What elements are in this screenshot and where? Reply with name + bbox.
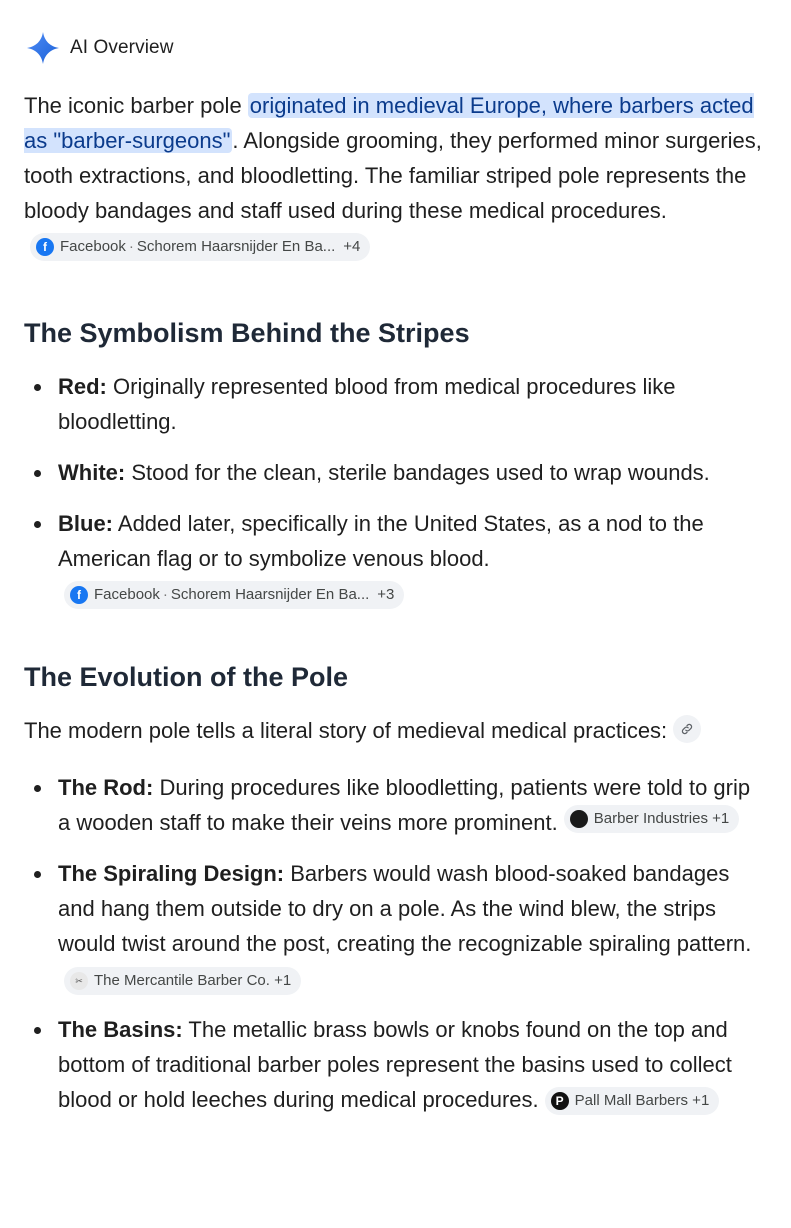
source-chip[interactable]: Barber Industries +1 (564, 805, 740, 833)
highlighted-answer[interactable]: originated in medieval Europe, where barbers acted as "barber-surgeons" (24, 93, 754, 153)
source-chip[interactable]: f Facebook · Schorem Haarsnijder En Ba... +4 (30, 233, 370, 261)
chain-link-icon (680, 722, 694, 736)
facebook-icon: f (36, 238, 54, 256)
ai-overview-title: AI Overview (70, 37, 174, 58)
list-item: The Rod: During procedures like bloodletting, patients were told to grip a wooden staff to make their veins more prominent. Barber Industries +1 (24, 770, 767, 840)
section-heading-evolution: The Evolution of the Pole (24, 662, 348, 692)
list-item: White: Stood for the clean, sterile bandages used to wrap wounds. (24, 455, 767, 490)
source-chip[interactable]: f Facebook · Schorem Haarsnijder En Ba... +3 (64, 581, 404, 609)
section-heading-symbolism: The Symbolism Behind the Stripes (24, 318, 470, 348)
list-item: The Basins: The metallic brass bowls or knobs found on the top and bottom of traditional barber poles represent the basins used to collect blood or hold leeches during medical procedures. P Pall Mall Barbers +1 (24, 1012, 767, 1117)
list-item: The Spiraling Design: Barbers would wash blood-soaked bandages and hang them outside to dry on a pole. As the wind blew, the strips would twist around the post, creating the recognizable spiraling pattern. ✂ The Mercantile Barber Co. +1 (24, 856, 767, 996)
evolution-list (24, 770, 767, 1117)
mercantile-barber-logo-icon: ✂ (70, 972, 88, 990)
source-chip[interactable]: P Pall Mall Barbers +1 (545, 1087, 720, 1115)
pall-mall-barbers-logo-icon: P (551, 1092, 569, 1110)
intro-paragraph: The iconic barber pole originated in medieval Europe, where barbers acted as "barber-surgeons". Alongside grooming, they performed minor surgeries, tooth extractions, and bloodletting. The familiar striped pole represents the bloody bandages and staff used during these medical procedures. f Facebook · Schorem Haarsnijder En Ba... +4 (24, 88, 767, 263)
list-item: Red: Originally represented blood from medical procedures like bloodletting. (24, 369, 767, 439)
evolution-intro: The modern pole tells a literal story of medieval medical practices: (24, 713, 767, 748)
ai-overview-panel (0, 28, 791, 1228)
source-chip[interactable]: ✂ The Mercantile Barber Co. +1 (64, 967, 301, 995)
ai-overview-header (24, 28, 767, 68)
facebook-icon: f (70, 586, 88, 604)
link-icon[interactable] (673, 715, 701, 743)
barber-industries-logo-icon (570, 810, 588, 828)
list-item: Blue: Added later, specifically in the United States, as a nod to the American flag or to symbolize venous blood. f Facebook · Schorem Haarsnijder En Ba... +3 (24, 506, 767, 611)
symbolism-list (24, 369, 767, 611)
gemini-spark-icon (26, 31, 60, 65)
